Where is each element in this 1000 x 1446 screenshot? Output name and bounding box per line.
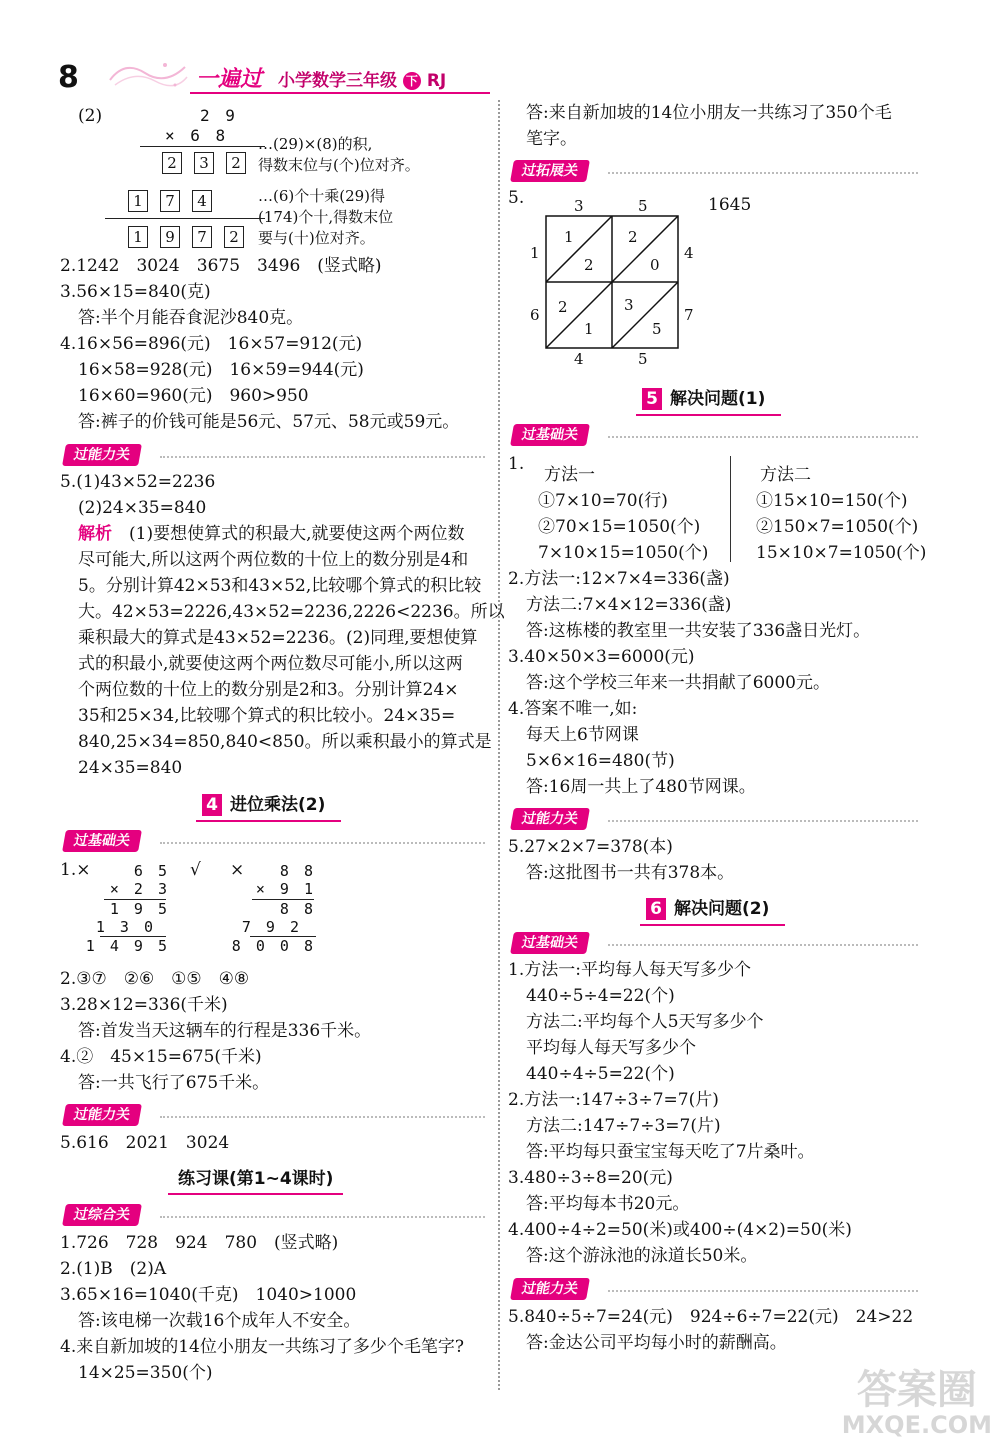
calc-line — [105, 218, 265, 219]
method-line: ②70×15=1050(个) — [538, 517, 701, 537]
answer-line: 3.28×12=336(千米) — [60, 995, 228, 1015]
calcB-result: 8 0 0 8 — [231, 937, 316, 955]
answer-line: 4.16×56=896(元) 16×57=912(元) — [60, 334, 363, 354]
answer-line: 答:这栋楼的教室里一共安装了336盏日光灯。 — [526, 621, 871, 641]
answer-line: 3.480÷3÷8=20(元) — [508, 1168, 673, 1188]
tag-dotted-line — [608, 172, 918, 174]
grid-left-digit: 6 — [530, 306, 540, 324]
grid-bottom-digit: 5 — [638, 350, 648, 366]
analysis-label: 解析 — [78, 524, 112, 544]
subject-text: 小学数学三年级 — [278, 71, 397, 91]
answer-line: 5.840÷5÷7=24(元) 924÷6÷7=22(元) 24>22 — [508, 1307, 914, 1327]
answer-line: 答:平均每只蚕宝宝每天吃了7片桑叶。 — [526, 1142, 815, 1162]
method-2 — [756, 462, 926, 566]
tag-dotted-line — [160, 1116, 485, 1118]
grid-cell-tens: 1 — [564, 228, 574, 246]
box: 1 — [128, 190, 148, 212]
note-line: …(29)×(8)的积, — [258, 135, 373, 153]
right-answers-a — [508, 566, 870, 800]
grid-cell-tens: 2 — [628, 228, 638, 246]
grid-cell-tens: 3 — [624, 296, 634, 314]
calcB-p2: 7 9 2 — [241, 918, 302, 936]
analysis-line: 个两位数的十位上的数分别是2和3。分别计算24× — [78, 680, 459, 700]
q5b-answer: 5.616 2021 3024 — [60, 1133, 230, 1153]
box: 3 — [194, 152, 214, 174]
answer-line: 方法二:7×4×12=336(盏) — [526, 595, 732, 615]
answer-line: 答:16周一共上了480节网课。 — [526, 777, 756, 797]
analysis-line: 大。42×53=2226,43×52=2236,2226<2236。所以 — [78, 602, 505, 622]
q1-2-label: (2) — [78, 106, 103, 126]
method-line: ②150×7=1050(个) — [756, 517, 919, 537]
answer-line: 每天上6节网课 — [526, 725, 639, 745]
method-divider — [730, 456, 731, 562]
box: 7 — [192, 226, 212, 248]
answer-line: 答:这个游泳池的泳道长50米。 — [526, 1246, 758, 1266]
answer-line: 2.方法一:12×7×4=336(盏) — [508, 569, 730, 589]
method-line: 方法一 — [544, 465, 595, 485]
box: 2 — [224, 226, 244, 248]
grid-right-digit: 4 — [684, 244, 694, 262]
answer-line: 5.(1)43×52=2236 — [60, 472, 216, 492]
answer-line: 答:金达公司平均每小时的薪酬高。 — [526, 1333, 787, 1353]
page-number: 8 — [58, 60, 79, 95]
analysis-block — [78, 521, 505, 781]
calc-result — [128, 226, 256, 248]
note-line: …(6)个十乘(29)得 — [258, 187, 386, 205]
q5-answers — [60, 469, 215, 521]
method-line: 15×10×7=1050(个) — [756, 543, 927, 563]
analysis-line: 840,25×34=850,840<850。所以乘积最小的算式是 — [78, 732, 492, 752]
answer-line: (2)24×35=840 — [78, 498, 207, 518]
tag-ability-3: 过能力关 — [510, 808, 590, 830]
tag-basic-2: 过基础关 — [510, 424, 590, 446]
answer-line: 3.65×16=1040(千克) 1040>1000 — [60, 1285, 357, 1305]
q5-label: 5. — [508, 188, 525, 208]
box: 7 — [160, 190, 180, 212]
section-4-title — [196, 790, 341, 822]
right-top-answer — [508, 100, 892, 152]
right-answers-d — [508, 1304, 913, 1356]
section-5-title — [636, 384, 781, 416]
section-number: 4 — [202, 794, 222, 816]
section-title-text: 进位乘法(2) — [230, 795, 326, 815]
tag-comprehensive: 过综合关 — [62, 1204, 142, 1226]
tag-basic-3: 过基础关 — [510, 932, 590, 954]
answers-block-b — [60, 966, 371, 1096]
answer-line: 答:这批图书一共有378本。 — [526, 863, 735, 883]
box: 4 — [192, 190, 212, 212]
analysis-line: 24×35=840 — [78, 758, 183, 778]
grid-top-digit: 3 — [574, 197, 584, 215]
calc-top: 2 9 — [200, 106, 238, 125]
answers-block-c — [60, 1230, 464, 1386]
partial-1 — [162, 152, 258, 174]
answer-line: 3.40×50×3=6000(元) — [508, 647, 695, 667]
calc-multiplier: × 6 8 — [165, 126, 229, 145]
watermark — [842, 1368, 992, 1438]
answer-line: 答:该电梯一次载16个成年人不安全。 — [78, 1311, 361, 1331]
answer-line: 4.400÷4÷2=50(米)或400÷(4×2)=50(米) — [508, 1220, 852, 1240]
analysis-line: (1)要想使算式的积最大,就要使这两个两位数 — [129, 524, 465, 544]
note-line: 得数末位与(个)位对齐。 — [258, 156, 420, 174]
practice-section-title: 练习课(第1~4课时) — [168, 1164, 343, 1195]
tag-ability-4: 过能力关 — [510, 1278, 590, 1300]
section-number: 6 — [646, 898, 666, 920]
right-answers-b — [508, 834, 734, 886]
answer-line: 4.② 45×15=675(千米) — [60, 1047, 262, 1067]
answer-line: 14×25=350(个) — [78, 1363, 213, 1383]
answers-block-a — [60, 253, 459, 435]
tag-dotted-line — [160, 1216, 485, 1218]
tag-dotted-line — [160, 456, 485, 458]
answer-line: 答:首发当天这辆车的行程是336千米。 — [78, 1021, 372, 1041]
q1-mark-3: × — [230, 860, 245, 880]
calcB-mult: × 9 1 — [255, 880, 316, 898]
right-answers-c — [508, 957, 852, 1269]
header-underline — [190, 92, 490, 94]
lattice-answer: 1645 — [708, 195, 752, 215]
calcA-top: 6 5 — [133, 862, 170, 880]
tag-dotted-line — [608, 944, 918, 946]
watermark-logo-text: 答案圈 — [856, 1367, 977, 1413]
answer-line: 笔字。 — [526, 129, 577, 149]
partial-2-note — [258, 186, 393, 249]
section-title-text: 解决问题(2) — [674, 899, 770, 919]
watermark-url: MXQE.COM — [841, 1411, 992, 1439]
answer-line: 4.来自新加坡的14位小朋友一共练习了多少个毛笔字? — [60, 1337, 464, 1357]
brand-logo: 一遍过 — [196, 67, 263, 92]
box: 9 — [160, 226, 180, 248]
partial-1-note — [258, 134, 420, 176]
answer-line: 3.56×15=840(克) — [60, 282, 211, 302]
box: 2 — [162, 152, 182, 174]
tag-ability-2: 过能力关 — [62, 1104, 142, 1126]
box: 2 — [226, 152, 246, 174]
answer-line: 2.方法一:147÷3÷7=7(片) — [508, 1090, 719, 1110]
answer-line: 440÷4÷5=22(个) — [526, 1064, 675, 1084]
analysis-line: 尽可能大,所以这两个两位数的十位上的数分别是4和 — [78, 550, 469, 570]
method-line: 7×10×15=1050(个) — [538, 543, 709, 563]
answer-line: 2.(1)B (2)A — [60, 1259, 167, 1279]
tag-dotted-line — [608, 436, 918, 438]
tag-dotted-line — [608, 1290, 918, 1292]
calc-line — [140, 146, 265, 147]
method-1 — [538, 462, 708, 566]
header-subject — [278, 66, 446, 91]
method-line: ①15×10=150(个) — [756, 491, 908, 511]
answer-line: 5.27×2×7=378(本) — [508, 837, 673, 857]
calcB-p1: 8 8 — [279, 900, 316, 918]
grid-cell-ones: 0 — [650, 256, 660, 274]
analysis-line: 乘积最大的算式是43×52=2236。(2)同理,要想使算 — [78, 628, 478, 648]
method-line: ①7×10=70(行) — [538, 491, 668, 511]
answer-line: 答:一共飞行了675千米。 — [78, 1073, 270, 1093]
answer-line: 16×58=928(元) 16×59=944(元) — [78, 360, 364, 380]
partial-2 — [128, 190, 224, 212]
section-title-text: 解决问题(1) — [670, 389, 766, 409]
tag-extension: 过拓展关 — [510, 160, 590, 182]
answer-line: 方法二:平均每个人5天写多少个 — [526, 1012, 764, 1032]
q1-label: 1. — [508, 454, 525, 474]
box: 1 — [128, 226, 148, 248]
semester-badge: 下 — [403, 72, 421, 90]
grid-top-digit: 5 — [638, 197, 648, 215]
calcA-mult: × 2 3 — [109, 880, 170, 898]
analysis-line: 35和25×34,比较哪个算式的积比较小。24×35= — [78, 706, 456, 726]
answer-line: 1.方法一:平均每人每天写多少个 — [508, 960, 751, 980]
tag-dotted-line — [160, 842, 485, 844]
grid-cell-tens: 2 — [558, 298, 568, 316]
grid-right-digit: 7 — [684, 306, 694, 324]
answer-line: 答:来自新加坡的14位小朋友一共练习了350个毛 — [526, 103, 892, 123]
calcA-result: 1 4 9 5 — [85, 937, 170, 955]
note-line: 要与(十)位对齐。 — [258, 229, 375, 247]
answer-line: 2.1242 3024 3675 3496 (竖式略) — [60, 256, 382, 276]
answer-line: 4.答案不唯一,如: — [508, 699, 638, 719]
answer-line: 答:裤子的价钱可能是56元、57元、58元或59元。 — [78, 412, 460, 432]
calcB-top: 8 8 — [279, 862, 316, 880]
calcA-p1: 1 9 5 — [109, 900, 170, 918]
answer-line: 答:平均每本书20元。 — [526, 1194, 690, 1214]
answer-line: 2.③⑦ ②⑥ ①⑤ ④⑧ — [60, 969, 250, 989]
answer-line: 答:半个月能吞食泥沙840克。 — [78, 308, 304, 328]
calcA-p2: 1 3 0 — [95, 918, 156, 936]
analysis-line: 5。分别计算42×53和43×52,比较哪个算式的积比较 — [78, 576, 482, 596]
answer-line: 1.726 728 924 780 (竖式略) — [60, 1233, 339, 1253]
grid-left-digit: 1 — [530, 244, 540, 262]
q1-mark-1: 1.× — [60, 860, 91, 880]
answer-line: 440÷5÷4=22(个) — [526, 986, 675, 1006]
q1-mark-2: √ — [190, 860, 201, 880]
section-number: 5 — [642, 388, 662, 410]
answer-line: 平均每人每天写多少个 — [526, 1038, 696, 1058]
answer-line: 5×6×16=480(节) — [526, 751, 675, 771]
note-line: (174)个十,得数末位 — [258, 208, 394, 226]
tag-basic-1: 过基础关 — [62, 830, 142, 852]
answer-line: 16×60=960(元) 960>950 — [78, 386, 309, 406]
grid-cell-ones: 1 — [584, 320, 594, 338]
section-6-title — [640, 894, 785, 926]
answer-line: 答:这个学校三年来一共捐献了6000元。 — [526, 673, 830, 693]
answer-line: 方法二:147÷7÷3=7(片) — [526, 1116, 721, 1136]
tag-ability-1: 过能力关 — [62, 444, 142, 466]
decoration-swirl-icon — [105, 55, 190, 93]
method-line: 方法二 — [760, 465, 811, 485]
analysis-line: 式的积最小,就要使这两个两位数尽可能小,所以这两 — [78, 654, 463, 674]
lattice-multiplication-grid — [520, 196, 700, 366]
grid-cell-ones: 2 — [584, 256, 594, 274]
grid-cell-ones: 5 — [652, 320, 662, 338]
tag-dotted-line — [608, 820, 918, 822]
grid-bottom-digit: 4 — [574, 350, 584, 366]
edition-text: RJ — [426, 71, 447, 91]
